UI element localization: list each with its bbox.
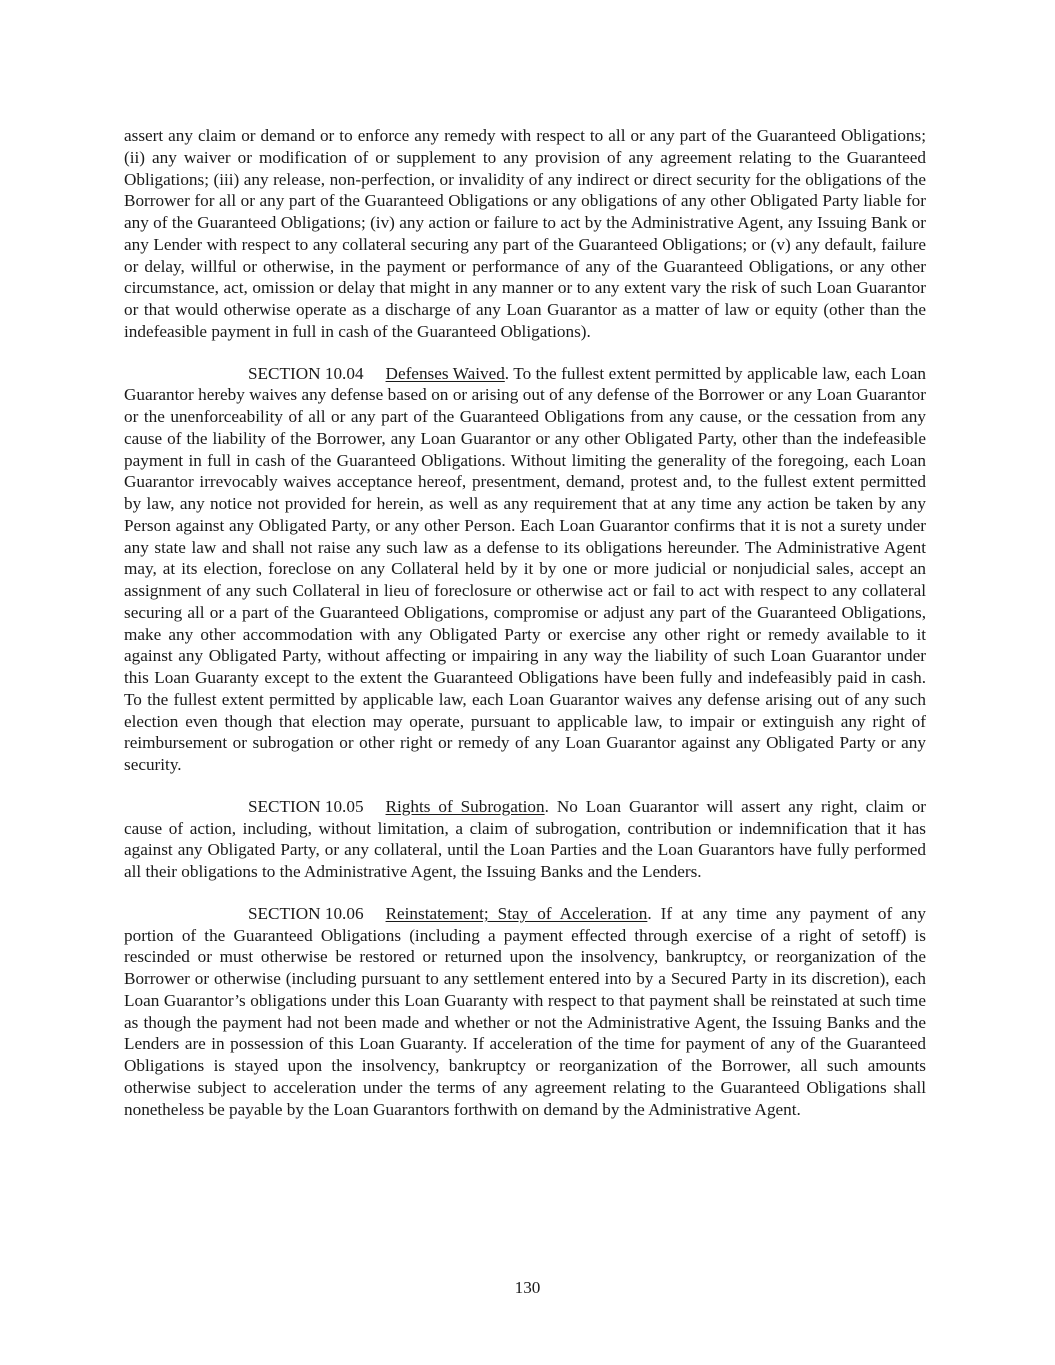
paragraph-text: assert any claim or demand or to enforce any remedy with respect to all or any part of the Guaranteed Obligations; (ii) any waiver or modification of or supplement to any provision of any agreement relating to the Guaranteed Obligations; (iii) any release, non-perfection, or invalidity of any indirect or direct security for the obligations of the Borrower for all or any part of the Guaranteed Obligations or any obligations of any other Obligated Party liable for any of the Guaranteed Obligations; (iv) any action or failure to act by the Administrative Agent, any Issuing Bank or any Lender with respect to any collateral securing any part of the Guaranteed Obligations; or (v) any default, failure or delay, willful or otherwise, in the payment or performance of any of the Guaranteed Obligations, or any other circumstance, act, omission or delay that might in any manner or to any extent vary the risk of such Loan Guarantor or that would otherwise operate as a discharge of any Loan Guarantor as a matter of law or equity (other than the indefeasible payment in full in cash of the Guaranteed Obligations). bbox=[124, 126, 926, 341]
document-page bbox=[124, 125, 926, 1120]
paragraph-text: . No Loan Guarantor will assert any right, claim or cause of action, including, without limitation, a claim of subrogation, contribution or indemnification that it has against any Obligated Party, or any collateral, until the Loan Parties and the Loan Guarantors have fully performed all their obligations to the Administrative Agent, the Issuing Banks and the Lenders. bbox=[124, 796, 927, 881]
section-number: SECTION 10.06 bbox=[248, 903, 364, 923]
paragraph-text: . If at any time any payment of any portion of the Guaranteed Obligations (including a payment effected through exercise of a right of setoff) is rescinded or must otherwise be restored or returned upon the insolvency, bankruptcy, or reorganization of the Borrower or otherwise (including pursuant to any settlement entered into by a Secured Party in its discretion), each Loan Guarantor’s obligations under this Loan Guaranty with respect to that payment shall be reinstated at such time as though the payment had not been made and whether or not the Administrative Agent, the Issuing Banks and the Lenders are in possession of this Loan Guaranty. If acceleration of the time for payment of any of the Guaranteed Obligations is stayed upon the insolvency, bankruptcy or reorganization of the Borrower, all such amounts otherwise subject to acceleration under the terms of any agreement relating to the Guaranteed Obligations shall nonetheless be payable by the Loan Guarantors forthwith on demand by the Administrative Agent. bbox=[124, 903, 926, 1119]
section-10-04-paragraph bbox=[124, 363, 926, 776]
section-heading: Rights of Subrogation bbox=[385, 796, 545, 816]
section-heading: Defenses Waived bbox=[385, 363, 505, 383]
section-heading: Reinstatement; Stay of Acceleration bbox=[385, 903, 648, 923]
paragraph-text: . To the fullest extent permitted by applicable law, each Loan Guarantor hereby waives any defense based on or arising out of any defense of the Borrower or any Loan Guarantor or the unenforceability of all or any part of the Guaranteed Obligations from any cause, or the cessation from any cause of the liability of the Borrower, any Loan Guarantor or any other Obligated Party, other than the indefeasible payment in full in cash of the Guaranteed Obligations. Without limiting the generality of the foregoing, each Loan Guarantor irrevocably waives acceptance hereof, presentment, demand, protest and, to the fullest extent permitted by law, any notice not provided for herein, as well as any requirement that at any time any action be taken by any Person against any Obligated Party, or any other Person. Each Loan Guarantor confirms that it is not a surety under any state law and shall not raise any such law as a defense to its obligations hereunder. The Administrative Agent may, at its election, foreclose on any Collateral held by it by one or more judicial or nonjudicial sales, accept an assignment of any such Collateral in lieu of foreclosure or otherwise act or fail to act with respect to any collateral securing all or a part of the Guaranteed Obligations, compromise or adjust any part of the Guaranteed Obligations, make any other accommodation with any Obligated Party or exercise any other right or remedy available to it against any Obligated Party, without affecting or impairing in any way the liability of such Loan Guarantor under this Loan Guaranty except to the extent the Guaranteed Obligations have been fully and indefeasibly paid in cash. To the fullest extent permitted by applicable law, each Loan Guarantor waives any defense arising out of any such election even though that election may operate, pursuant to applicable law, to impair or extinguish any right of reimbursement or subrogation or other right or remedy of any Loan Guarantor against any Obligated Party or any security. bbox=[124, 363, 927, 774]
section-10-06-paragraph bbox=[124, 903, 926, 1121]
page-number: 130 bbox=[514, 1278, 541, 1297]
section-10-05-paragraph bbox=[124, 796, 926, 883]
section-number: SECTION 10.05 bbox=[248, 796, 364, 816]
paragraph-continuation bbox=[124, 125, 926, 343]
section-number: SECTION 10.04 bbox=[248, 363, 364, 383]
